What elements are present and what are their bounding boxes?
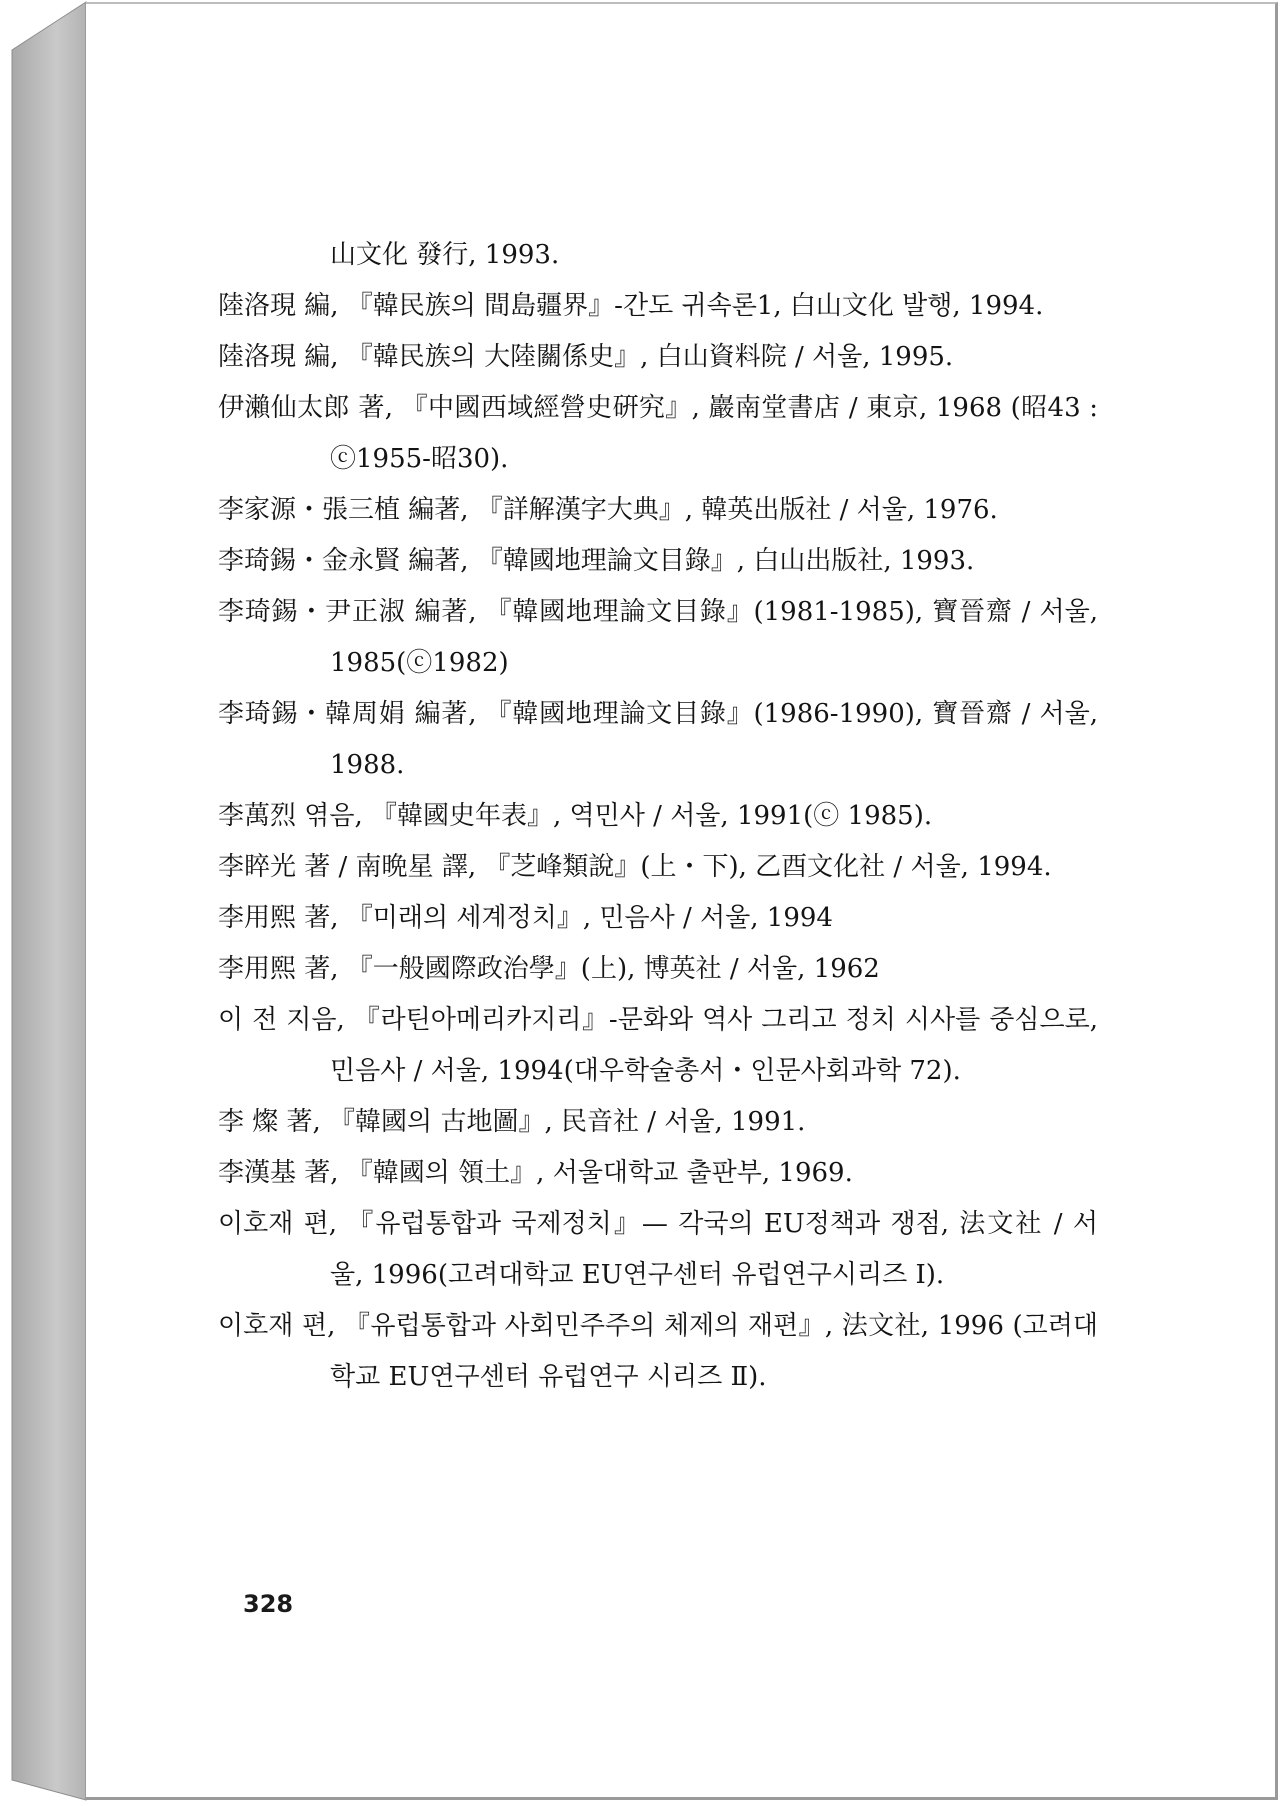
bibliography-entry: 李用熙 著, 『미래의 세계정치』, 민음사 / 서울, 1994: [218, 903, 833, 933]
bibliography-entry: 李 燦 著, 『韓國의 古地圖』, 民音社 / 서울, 1991.: [218, 1107, 806, 1137]
bibliography-entry: 이호재 편, 『유럽통합과 사회민주주의 체제의 재편』, 法文社, 1996 (고려대학교 EU연구센터 유럽연구 시리즈 Ⅱ).: [218, 1311, 1098, 1392]
bibliography-entry: 李萬烈 엮음, 『韓國史年表』, 역민사 / 서울, 1991(ⓒ 1985).: [218, 801, 933, 831]
bibliography-list: [218, 230, 1098, 1403]
bibliography-entry: 李漢基 著, 『韓國의 領土』, 서울대학교 출판부, 1969.: [218, 1158, 853, 1188]
bibliography-entry: 李用熙 著, 『一般國際政治學』(上), 博英社 / 서울, 1962: [218, 954, 880, 984]
page-number: 328: [243, 1590, 294, 1618]
bibliography-entry: 伊瀨仙太郎 著, 『中國西域經營史硏究』, 巖南堂書店 / 東京, 1968 (昭43 : ⓒ1955-昭30).: [218, 393, 1098, 474]
bibliography-entry: 이호재 편, 『유럽통합과 국제정치』— 각국의 EU정책과 쟁점, 法文社 / 서울, 1996(고려대학교 EU연구센터 유럽연구시리즈 Ⅰ).: [218, 1209, 1098, 1290]
bibliography-entry: 李家源・張三植 編著, 『詳解漢字大典』, 韓英出版社 / 서울, 1976.: [218, 495, 998, 525]
bibliography-entry: 李琦錫・金永賢 編著, 『韓國地理論文目錄』, 白山出版社, 1993.: [218, 546, 975, 576]
bibliography-entry: 陸洛現 編, 『韓民族의 間島疆界』-간도 귀속론1, 白山文化 발행, 1994.: [218, 291, 1044, 321]
bibliography-entry: 李睟光 著 / 南晩星 譯, 『芝峰類說』(上・下), 乙酉文化社 / 서울, 1994.: [218, 852, 1052, 882]
bibliography-entry: 李琦錫・尹正淑 編著, 『韓國地理論文目錄』(1981-1985), 寶晉齋 / 서울, 1985(ⓒ1982): [218, 597, 1098, 678]
bibliography-entry: 李琦錫・韓周娟 編著, 『韓國地理論文目錄』(1986-1990), 寶晉齋 / 서울, 1988.: [218, 699, 1098, 780]
bibliography-entry: 山文化 發行, 1993.: [330, 240, 560, 270]
bibliography-entry: 이 전 지음, 『라틴아메리카지리』-문화와 역사 그리고 정치 시사를 중심으로, 민음사 / 서울, 1994(대우학술총서・인문사회과학 72).: [218, 1005, 1098, 1086]
bibliography-entry: 陸洛現 編, 『韓民族의 大陸關係史』, 白山資料院 / 서울, 1995.: [218, 342, 954, 372]
